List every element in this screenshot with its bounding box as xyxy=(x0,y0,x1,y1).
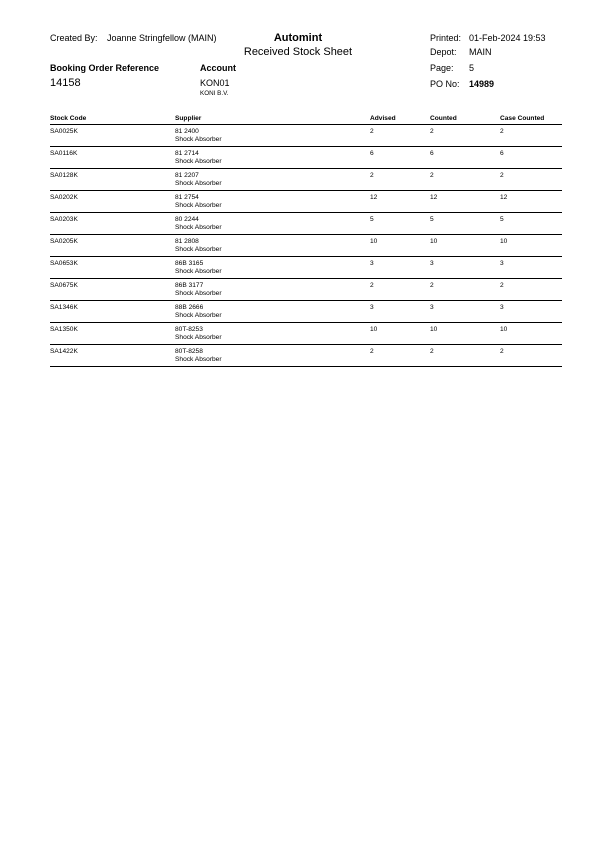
stock-code-cell: SA1346K xyxy=(50,304,78,311)
counted-cell: 2 xyxy=(430,282,434,289)
supplier-ref-cell: 81 2808 xyxy=(175,238,199,245)
supplier-desc-cell: Shock Absorber xyxy=(175,356,222,363)
supplier-desc-cell: Shock Absorber xyxy=(175,290,222,297)
supplier-ref-cell: 88B 2666 xyxy=(175,304,204,311)
supplier-ref-cell: 81 2400 xyxy=(175,128,199,135)
supplier-ref-cell: 80T-8253 xyxy=(175,326,203,333)
advised-cell: 10 xyxy=(370,238,378,245)
case-counted-cell: 5 xyxy=(500,216,504,223)
page-label: Page: xyxy=(430,63,454,73)
header-advised: Advised xyxy=(370,115,396,122)
case-counted-cell: 2 xyxy=(500,348,504,355)
case-counted-cell: 2 xyxy=(500,282,504,289)
stock-code-cell: SA0203K xyxy=(50,216,78,223)
advised-cell: 3 xyxy=(370,304,374,311)
counted-cell: 3 xyxy=(430,304,434,311)
stock-code-cell: SA0675K xyxy=(50,282,78,289)
table-row xyxy=(50,323,562,345)
table-row xyxy=(50,191,562,213)
stock-code-cell: SA0202K xyxy=(50,194,78,201)
header-counted: Counted xyxy=(430,115,457,122)
supplier-desc-cell: Shock Absorber xyxy=(175,158,222,165)
case-counted-cell: 12 xyxy=(500,194,508,201)
advised-cell: 6 xyxy=(370,150,374,157)
supplier-desc-cell: Shock Absorber xyxy=(175,246,222,253)
table-row xyxy=(50,169,562,191)
stock-code-cell: SA0128K xyxy=(50,172,78,179)
supplier-ref-cell: 80 2244 xyxy=(175,216,199,223)
advised-cell: 2 xyxy=(370,282,374,289)
supplier-ref-cell: 81 2754 xyxy=(175,194,199,201)
sheet-title: Received Stock Sheet xyxy=(243,46,353,58)
table-header xyxy=(50,114,562,125)
advised-cell: 10 xyxy=(370,326,378,333)
table-row xyxy=(50,147,562,169)
booking-value: 14158 xyxy=(50,77,81,89)
table-row xyxy=(50,257,562,279)
supplier-desc-cell: Shock Absorber xyxy=(175,180,222,187)
supplier-desc-cell: Shock Absorber xyxy=(175,268,222,275)
header-stock-code: Stock Code xyxy=(50,115,87,122)
table-row xyxy=(50,345,562,367)
stock-code-cell: SA0116K xyxy=(50,150,78,157)
table-row xyxy=(50,235,562,257)
depot-label: Depot: xyxy=(430,47,457,57)
counted-cell: 10 xyxy=(430,326,438,333)
counted-cell: 2 xyxy=(430,172,434,179)
supplier-ref-cell: 81 2714 xyxy=(175,150,199,157)
case-counted-cell: 10 xyxy=(500,238,508,245)
po-value: 14989 xyxy=(469,79,495,89)
created-by-value: Joanne Stringfellow (MAIN) xyxy=(107,33,217,43)
advised-cell: 12 xyxy=(370,194,378,201)
printed-label: Printed: xyxy=(430,33,462,43)
account-name: KONI B.V. xyxy=(200,90,229,97)
booking-label: Booking Order Reference xyxy=(50,63,160,73)
counted-cell: 2 xyxy=(430,348,434,355)
advised-cell: 3 xyxy=(370,260,374,267)
po-label: PO No: xyxy=(430,79,460,89)
stock-code-cell: SA0205K xyxy=(50,238,78,245)
supplier-ref-cell: 86B 3177 xyxy=(175,282,204,289)
case-counted-cell: 3 xyxy=(500,304,504,311)
table-row xyxy=(50,125,562,147)
table-row xyxy=(50,213,562,235)
account-code: KON01 xyxy=(200,78,230,88)
counted-cell: 5 xyxy=(430,216,434,223)
case-counted-cell: 2 xyxy=(500,172,504,179)
stock-code-cell: SA0653K xyxy=(50,260,78,267)
supplier-ref-cell: 81 2207 xyxy=(175,172,199,179)
account-label: Account xyxy=(200,63,236,73)
printed-value: 01-Feb-2024 19:53 xyxy=(469,33,546,43)
case-counted-cell: 6 xyxy=(500,150,504,157)
stock-code-cell: SA1350K xyxy=(50,326,78,333)
stock-table xyxy=(50,114,562,367)
counted-cell: 3 xyxy=(430,260,434,267)
advised-cell: 5 xyxy=(370,216,374,223)
supplier-ref-cell: 80T-8258 xyxy=(175,348,203,355)
supplier-desc-cell: Shock Absorber xyxy=(175,334,222,341)
header-case-counted: Case Counted xyxy=(500,115,545,122)
table-row xyxy=(50,279,562,301)
company-name: Automint xyxy=(273,32,323,44)
advised-cell: 2 xyxy=(370,348,374,355)
case-counted-cell: 3 xyxy=(500,260,504,267)
supplier-desc-cell: Shock Absorber xyxy=(175,312,222,319)
page-value: 5 xyxy=(469,63,475,73)
counted-cell: 2 xyxy=(430,128,434,135)
supplier-desc-cell: Shock Absorber xyxy=(175,224,222,231)
advised-cell: 2 xyxy=(370,128,374,135)
case-counted-cell: 2 xyxy=(500,128,504,135)
table-body xyxy=(50,125,562,367)
stock-code-cell: SA1422K xyxy=(50,348,78,355)
header-supplier: Supplier xyxy=(175,115,202,122)
stock-code-cell: SA0025K xyxy=(50,128,78,135)
table-row xyxy=(50,301,562,323)
case-counted-cell: 10 xyxy=(500,326,508,333)
supplier-ref-cell: 86B 3165 xyxy=(175,260,204,267)
depot-value: MAIN xyxy=(469,47,492,57)
counted-cell: 12 xyxy=(430,194,438,201)
created-by-label: Created By: xyxy=(50,33,98,43)
counted-cell: 6 xyxy=(430,150,434,157)
advised-cell: 2 xyxy=(370,172,374,179)
supplier-desc-cell: Shock Absorber xyxy=(175,202,222,209)
supplier-desc-cell: Shock Absorber xyxy=(175,136,222,143)
counted-cell: 10 xyxy=(430,238,438,245)
